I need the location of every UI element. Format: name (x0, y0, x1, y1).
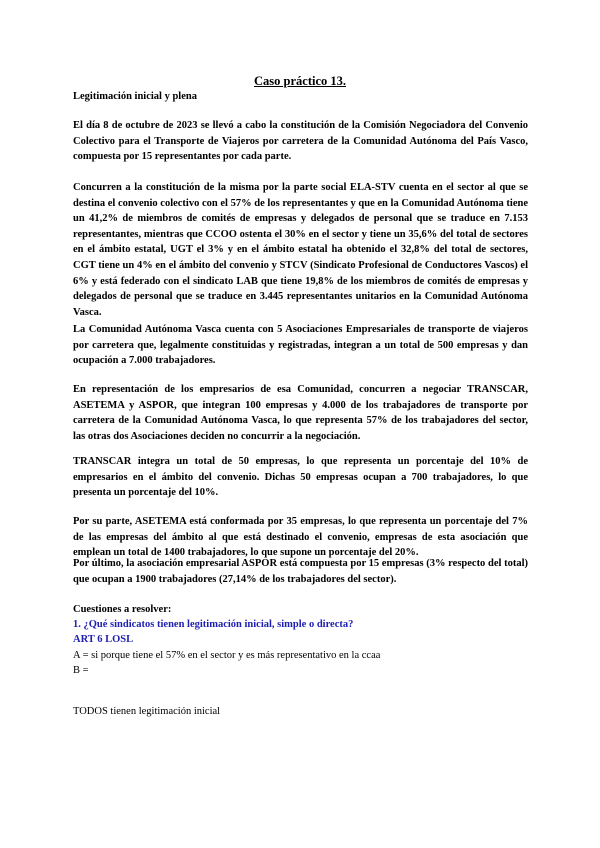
paragraph-2: Concurren a la constitución de la misma por la parte social ELA-STV cuenta en el sector al que se destina el convenio colectivo con el 57% de los representantes y que en la Comunidad Autónoma tiene un 41,2% de miembros de comités de empresas y delegados de personal que se traduce en 7.153 representantes, mientras que CCOO ostenta el 30% en el sector y tiene un 35,6% del total de sectores en el ámbito estatal, UGT el 3% y en el ámbito estatal ha obtenido el 32,8% del total de sectores, CGT tiene un 4% en el ámbito del convenio y STCV (Sindicato Profesional de Conductores Vascos) el 6% y está federado con el sindicato LAB que tiene 19,8% de los miembros de comités de empresas y delegados de personal que se traduce en 3.445 representantes unitarios en la Comunidad Autónoma Vasca. (73, 182, 528, 318)
page-title: Caso práctico 13. (254, 74, 346, 88)
question-1: 1. ¿Qué sindicatos tienen legitimación inicial, simple o directa? (73, 619, 354, 630)
paragraph-4: En representación de los empresarios de esa Comunidad, concurren a negociar TRANSCAR, ASETEMA y ASPOR, que integran 100 empresas y 4.000 de los trabajadores de transporte por carretera de la Comunidad Autónoma Vasca, lo que representa 57% de los trabajadores del sector, las otras dos Asociaciones deciden no concurrir a la negociación. (73, 384, 528, 442)
paragraph-5: TRANSCAR integra un total de 50 empresas, lo que representa un porcentaje del 10% de empresarios en el ámbito del convenio. Dichas 50 empresas ocupan a 700 trabajadores, lo que presenta un porcentaje del 10%. (73, 456, 528, 499)
answer-b: B = (73, 665, 89, 676)
paragraph-7: Por último, la asociación empresarial ASPOR está compuesta por 15 empresas (3% respecto del total) que ocupan a 1900 trabajadores (27,14% de los trabajadores del sector). (73, 558, 528, 585)
paragraph-3: La Comunidad Autónoma Vasca cuenta con 5 Asociaciones Empresariales de transporte de viajeros por carretera que, legalmente constituidas y registradas, integran a un total de 500 empresas y dan ocupación a 7.000 trabajadores. (73, 324, 528, 367)
paragraph-1: El día 8 de octubre de 2023 se llevó a cabo la constitución de la Comisión Negociadora del Convenio Colectivo para el Transporte de Viajeros por carretera de la Comunidad Autónoma del País Vasco, compuesta por 15 representantes por cada parte. (73, 120, 528, 163)
article-reference: ART 6 LOSL (73, 634, 134, 645)
section-subtitle: Legitimación inicial y plena (73, 91, 197, 102)
answer-a: A = si porque tiene el 57% en el sector y es más representativo en la ccaa (73, 650, 381, 661)
conclusion-text: TODOS tienen legitimación inicial (73, 706, 221, 717)
questions-heading: Cuestiones a resolver: (73, 604, 172, 615)
paragraph-6: Por su parte, ASETEMA está conformada por 35 empresas, lo que representa un porcentaje del 7% de las empresas del ámbito al que está destinado el convenio, empresas de esta asociación que emplean un total de 1400 trabajadores, lo que supone un porcentaje del 20%. (73, 516, 528, 559)
